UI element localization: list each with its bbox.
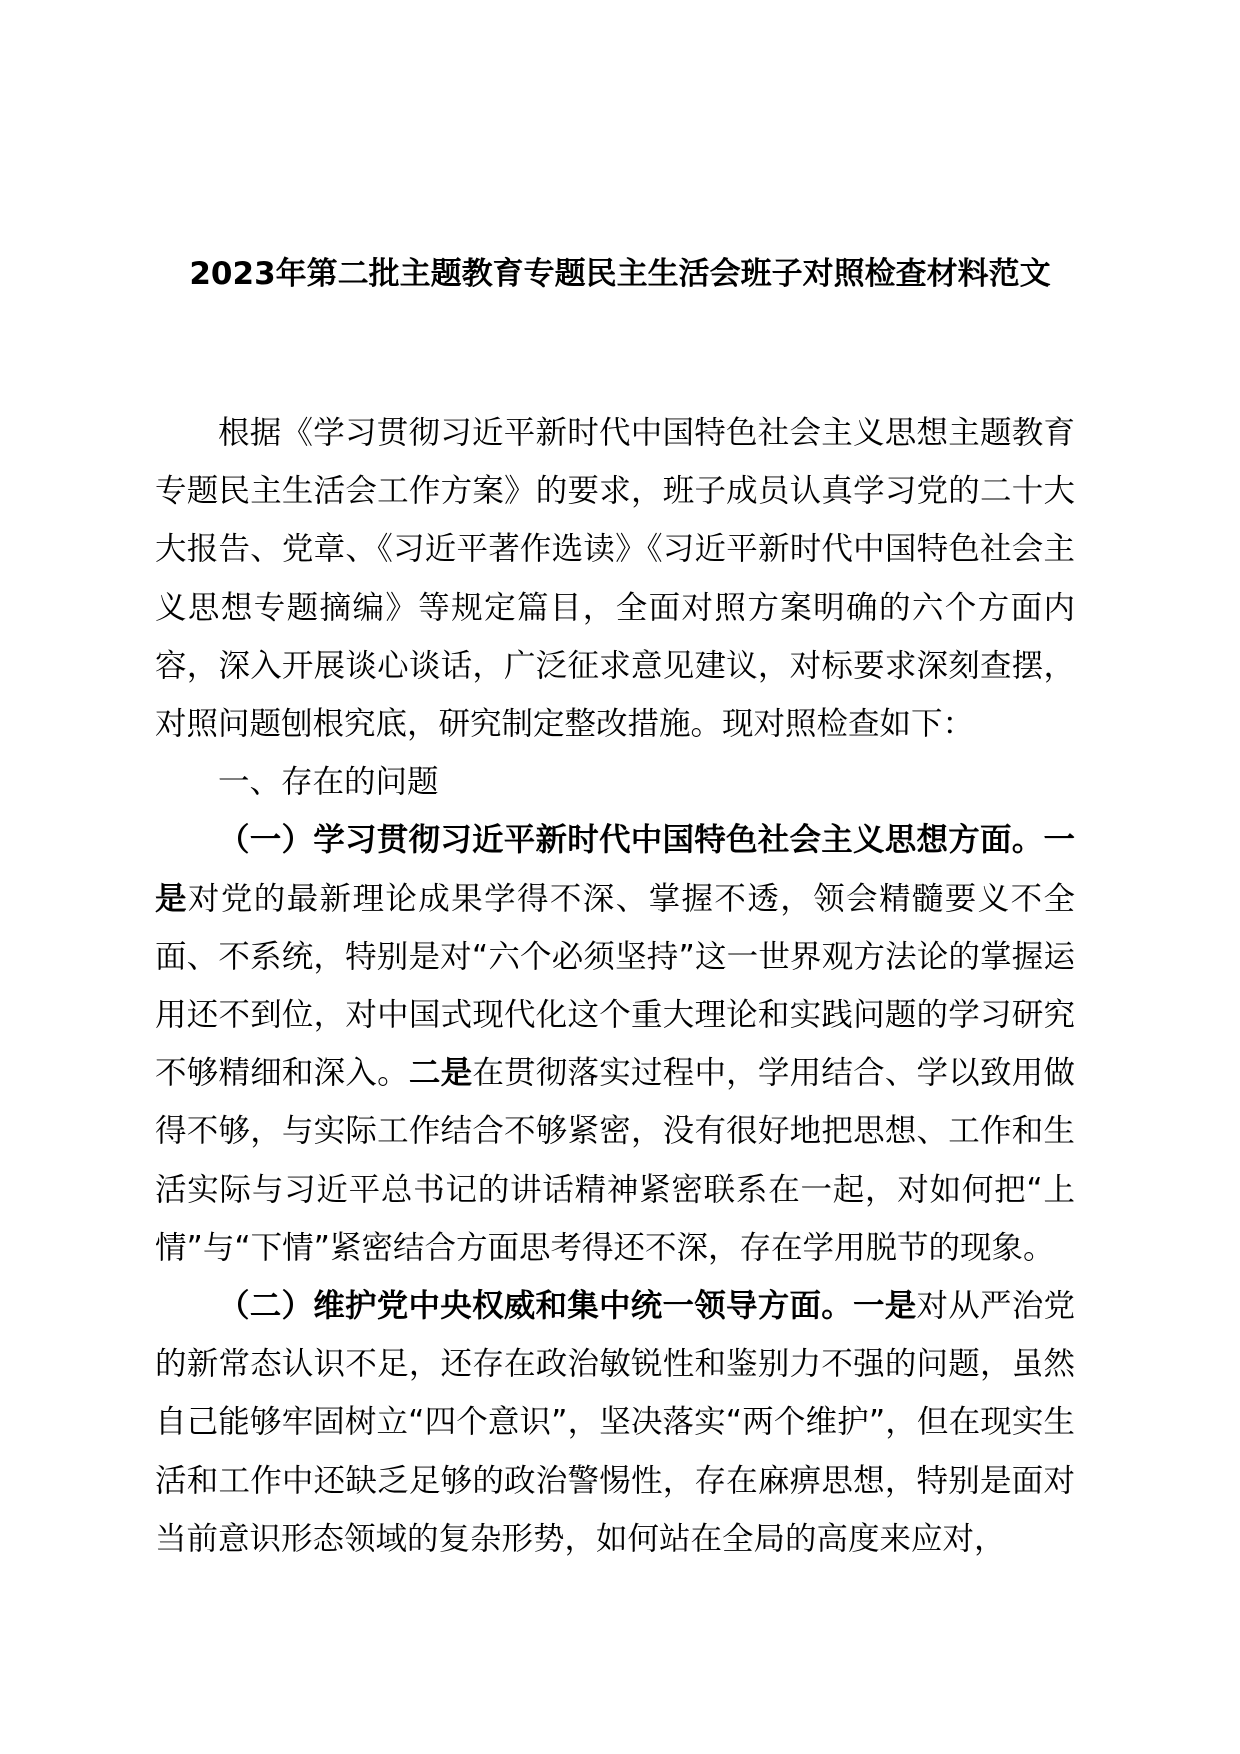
subsection-2-lead-1: 一是 (852, 1288, 917, 1325)
document-body (155, 404, 1075, 1568)
document-title: 2023年第二批主题教育专题民主生活会班子对照检查材料范文 (189, 256, 1051, 292)
subsection-1-paragraph (155, 811, 1075, 1277)
subsection-2-paragraph (155, 1277, 1075, 1568)
section-heading: 一、存在的问题 (218, 764, 439, 801)
subsection-2-heading: （二）维护党中央权威和集中统一领导方面。 (218, 1288, 853, 1325)
subsection-1-lead-1: 一是 (155, 822, 1075, 917)
subsection-1-text-1: 对党的最新理论成果学得不深、掌握不透，领会精髓要义不全面、不系统，特别是对“六个必须坚持”这一世界观方法论的掌握运用还不到位，对中国式现代化这个重大理论和实践问题的学习研究不够精细和深入。 (155, 880, 1075, 1092)
subsection-2-text-1: 对从严治党的新常态认识不足，还存在政治敏锐性和鉴别力不强的问题，虽然自己能够牢固树立“四个意识”，坚决落实“两个维护”，但在现实生活和工作中还缺乏足够的政治警惕性，存在麻痹思想，特别是面对当前意识形态领域的复杂形势，如何站在全局的高度来应对， (155, 1288, 1075, 1557)
intro-paragraph: 根据《学习贯彻习近平新时代中国特色社会主义思想主题教育专题民主生活会工作方案》的要求，班子成员认真学习党的二十大大报告、党章、《习近平著作选读》《习近平新时代中国特色社会主义思想专题摘编》等规定篇目，全面对照方案明确的六个方面内容，深入开展谈心谈话，广泛征求意见建议，对标要求深刻查摆，对照问题刨根究底，研究制定整改措施。现对照检查如下： (155, 415, 1075, 743)
subsection-1-heading: （一）学习贯彻习近平新时代中国特色社会主义思想方面。 (218, 822, 1044, 859)
subsection-1-text-2: 在贯彻落实过程中，学用结合、学以致用做得不够，与实际工作结合不够紧密，没有很好地把思想、工作和生活实际与习近平总书记的讲话精神紧密联系在一起，对如何把“上情”与“下情”紧密结合方面思考得还不深，存在学用脱节的现象。 (155, 1055, 1075, 1266)
subsection-1-lead-2: 二是 (408, 1055, 473, 1092)
